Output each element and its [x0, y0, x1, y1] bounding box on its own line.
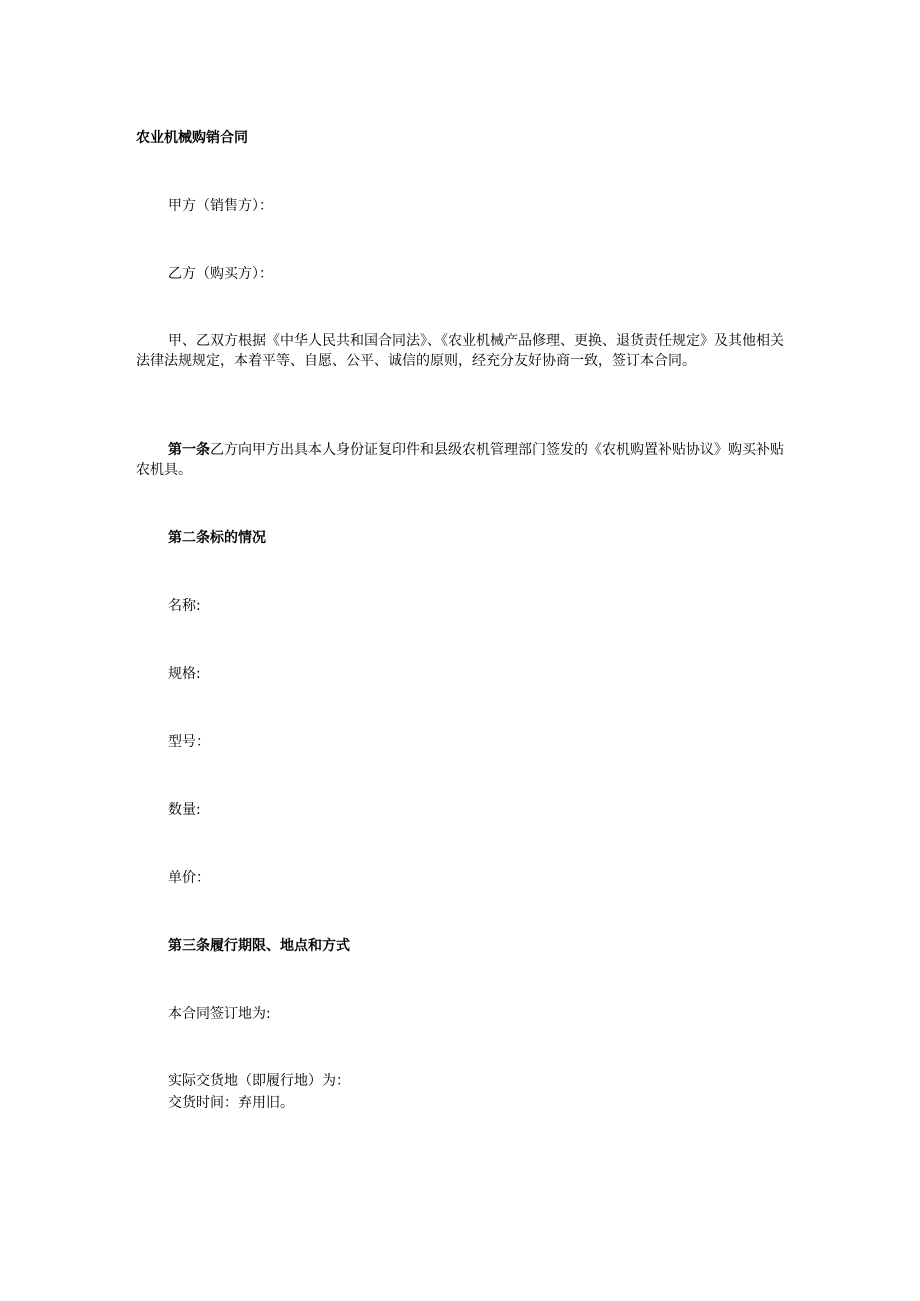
article-1-paragraph: [136, 440, 788, 480]
field-model: 型号：: [168, 734, 210, 750]
document-title: 农业机械购销合同: [136, 130, 248, 146]
delivery-time: 交货时间：弃用旧。: [168, 1095, 294, 1111]
article-1-text: 乙方向甲方出具本人身份证复印件和县级农机管理部门签发的《农机购置补贴协议》购买补贴农机具。: [136, 442, 784, 478]
signing-place: 本合同签订地为:: [168, 1006, 271, 1022]
field-unit-price: 单价：: [168, 870, 210, 886]
article-3-heading: 第三条履行期限、地点和方式: [168, 938, 350, 954]
delivery-place: 实际交货地（即履行地）为：: [168, 1073, 350, 1089]
party-a-label: 甲方（销售方）：: [168, 198, 273, 214]
field-quantity: 数量:: [168, 802, 201, 818]
article-2-heading: 第二条标的情况: [168, 530, 266, 546]
field-name: 名称:: [168, 598, 201, 614]
preamble-paragraph: 甲、乙双方根据《中华人民共和国合同法》、《农业机械产品修理、更换、退货责任规定》及其他相关法律法规规定，本着平等、自愿、公平、诚信的原则，经充分友好协商一致，签订本合同。: [136, 333, 784, 369]
party-b-label: 乙方（购买方）：: [168, 266, 273, 282]
article-1-heading: 第一条: [168, 442, 210, 458]
field-spec: 规格:: [168, 666, 201, 682]
